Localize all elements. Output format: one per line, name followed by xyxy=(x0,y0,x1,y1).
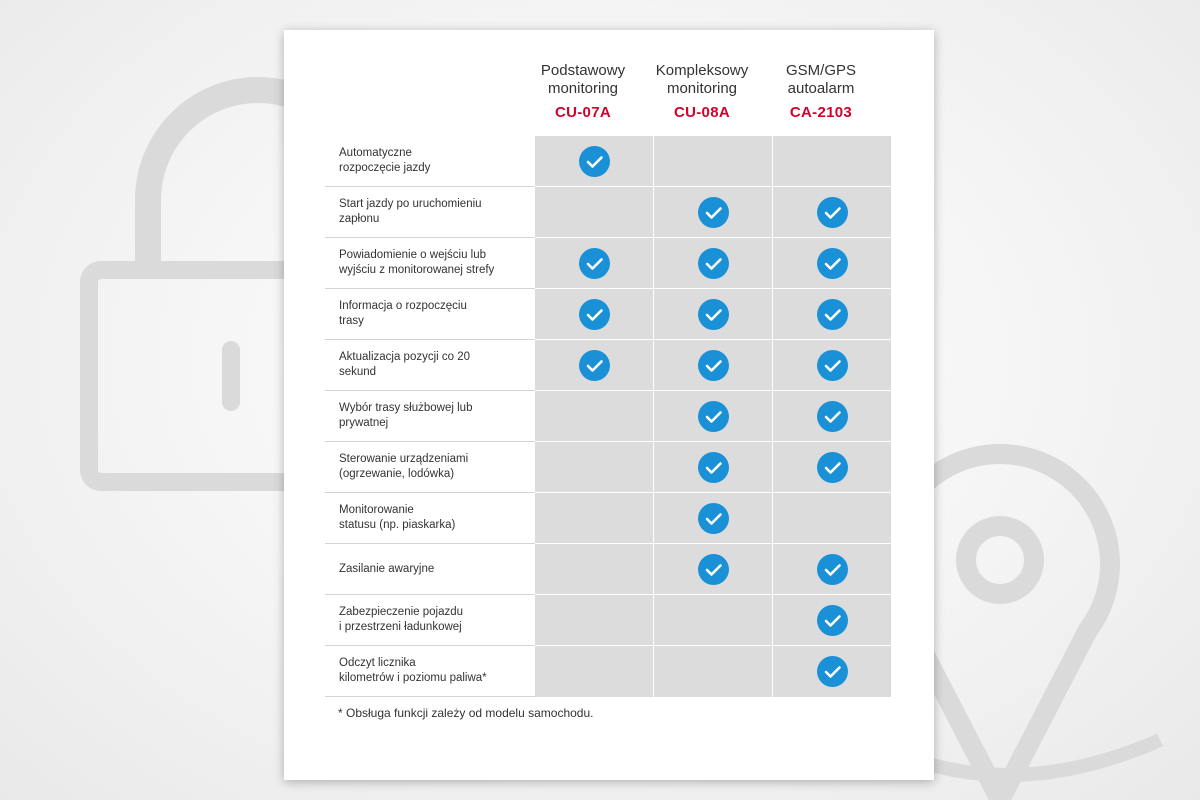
check-circle-icon xyxy=(579,146,610,177)
feature-cell-cu-07a xyxy=(535,595,654,646)
table-row xyxy=(325,238,891,289)
feature-label: Odczyt licznika kilometrów i poziomu paliwa* xyxy=(325,646,535,697)
check-circle-icon xyxy=(698,248,729,279)
feature-cell-cu-07a xyxy=(535,136,654,187)
feature-cell-cu-07a xyxy=(535,493,654,544)
feature-cell-cu-07a xyxy=(535,391,654,442)
feature-label: Monitorowanie statusu (np. piaskarka) xyxy=(325,493,535,544)
check-circle-icon xyxy=(698,503,729,534)
check-circle-icon xyxy=(817,197,848,228)
feature-cell-cu-07a xyxy=(535,646,654,697)
feature-cell-cu-07a xyxy=(535,544,654,595)
column-header-3 xyxy=(761,62,881,121)
check-circle-icon xyxy=(698,401,729,432)
table-row xyxy=(325,340,891,391)
product-code: CA-2103 xyxy=(789,104,853,121)
check-circle-icon xyxy=(817,452,848,483)
table-row xyxy=(325,493,891,544)
feature-cell-cu-08a xyxy=(654,289,773,340)
feature-cell-ca-2103 xyxy=(773,544,892,595)
feature-cell-cu-08a xyxy=(654,238,773,289)
feature-cell-ca-2103 xyxy=(773,238,892,289)
feature-cell-cu-08a xyxy=(654,595,773,646)
table-row xyxy=(325,646,891,697)
feature-cell-ca-2103 xyxy=(773,136,892,187)
column-header-2 xyxy=(642,62,762,121)
check-circle-icon xyxy=(698,452,729,483)
column-title: Podstawowy monitoring xyxy=(540,62,626,97)
comparison-card xyxy=(284,30,934,780)
product-code: CU-07A xyxy=(555,104,611,121)
check-circle-icon xyxy=(817,299,848,330)
column-title: Kompleksowy monitoring xyxy=(655,62,749,97)
feature-label: Powiadomienie o wejściu lub wyjściu z monitorowanej strefy xyxy=(325,238,535,289)
footnote: * Obsługa funkcji zależy od modelu samochodu. xyxy=(338,706,594,720)
feature-label: Aktualizacja pozycji co 20 sekund xyxy=(325,340,535,391)
table-row xyxy=(325,187,891,238)
feature-cell-cu-07a xyxy=(535,340,654,391)
column-header-1 xyxy=(523,62,643,121)
feature-cell-ca-2103 xyxy=(773,493,892,544)
feature-cell-cu-08a xyxy=(654,493,773,544)
feature-label: Automatyczne rozpoczęcie jazdy xyxy=(325,136,535,187)
feature-cell-cu-07a xyxy=(535,187,654,238)
feature-cell-cu-08a xyxy=(654,136,773,187)
feature-cell-cu-08a xyxy=(654,544,773,595)
feature-label: Wybór trasy służbowej lub prywatnej xyxy=(325,391,535,442)
check-circle-icon xyxy=(698,299,729,330)
table-row xyxy=(325,391,891,442)
feature-label: Start jazdy po uruchomieniu zapłonu xyxy=(325,187,535,238)
check-circle-icon xyxy=(579,350,610,381)
feature-cell-cu-07a xyxy=(535,442,654,493)
table-row xyxy=(325,289,891,340)
feature-cell-ca-2103 xyxy=(773,340,892,391)
feature-label: Zasilanie awaryjne xyxy=(325,544,535,595)
feature-cell-cu-08a xyxy=(654,646,773,697)
feature-cell-cu-08a xyxy=(654,187,773,238)
feature-cell-cu-07a xyxy=(535,238,654,289)
feature-cell-ca-2103 xyxy=(773,391,892,442)
check-circle-icon xyxy=(817,605,848,636)
column-title: GSM/GPS autoalarm xyxy=(785,62,856,97)
product-code: CU-08A xyxy=(674,104,730,121)
check-circle-icon xyxy=(817,401,848,432)
table-row xyxy=(325,544,891,595)
feature-cell-ca-2103 xyxy=(773,187,892,238)
check-circle-icon xyxy=(698,554,729,585)
check-circle-icon xyxy=(579,299,610,330)
feature-cell-ca-2103 xyxy=(773,595,892,646)
table-row xyxy=(325,442,891,493)
feature-label: Informacja o rozpoczęciu trasy xyxy=(325,289,535,340)
feature-label: Zabezpieczenie pojazdu i przestrzeni ładunkowej xyxy=(325,595,535,646)
check-circle-icon xyxy=(817,248,848,279)
table-row xyxy=(325,136,891,187)
table-row xyxy=(325,595,891,646)
check-circle-icon xyxy=(817,656,848,687)
feature-cell-cu-08a xyxy=(654,442,773,493)
feature-table xyxy=(325,136,891,697)
feature-cell-cu-08a xyxy=(654,391,773,442)
feature-cell-ca-2103 xyxy=(773,289,892,340)
feature-cell-ca-2103 xyxy=(773,442,892,493)
feature-cell-ca-2103 xyxy=(773,646,892,697)
feature-cell-cu-08a xyxy=(654,340,773,391)
feature-label: Sterowanie urządzeniami (ogrzewanie, lodówka) xyxy=(325,442,535,493)
feature-cell-cu-07a xyxy=(535,289,654,340)
check-circle-icon xyxy=(579,248,610,279)
check-circle-icon xyxy=(698,350,729,381)
check-circle-icon xyxy=(817,350,848,381)
check-circle-icon xyxy=(817,554,848,585)
check-circle-icon xyxy=(698,197,729,228)
